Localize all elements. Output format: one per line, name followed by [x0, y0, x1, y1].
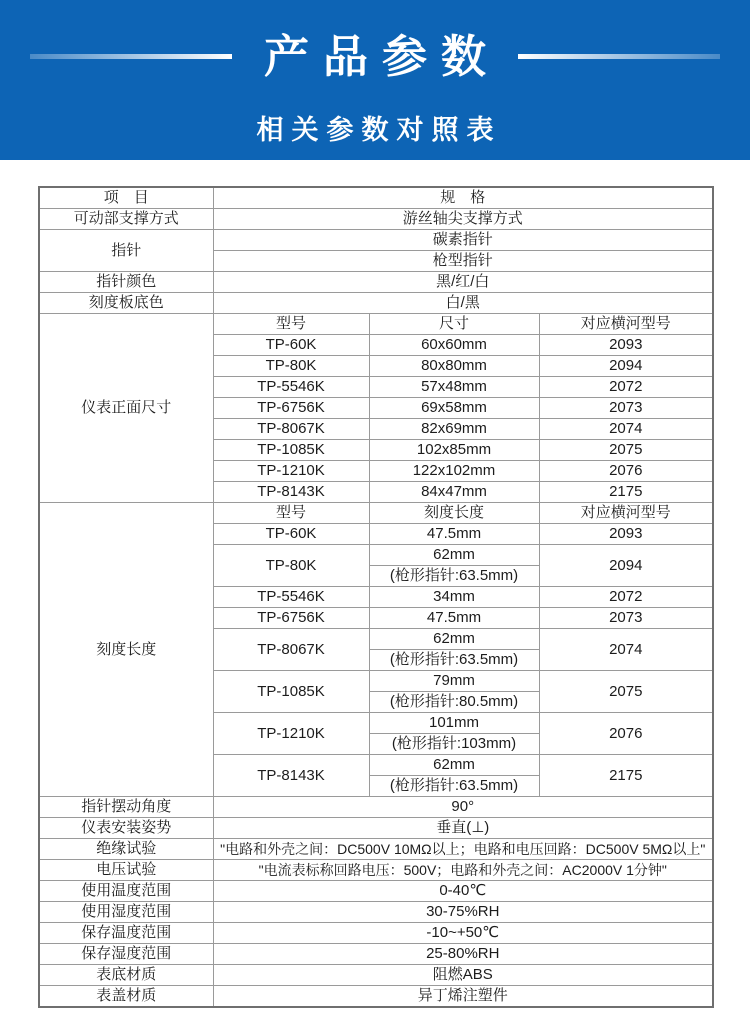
size-cell: 84x47mm	[369, 482, 539, 503]
gun-pointer-length-cell: (枪形指针:63.5mm)	[369, 650, 539, 671]
item-label-cell: 使用温度范围	[39, 881, 213, 902]
column-header-cell: 对应横河型号	[539, 314, 713, 335]
column-header-cell: 对应横河型号	[539, 503, 713, 524]
left-gradient-line	[30, 54, 232, 59]
gun-pointer-length-cell: (枪形指针:103mm)	[369, 734, 539, 755]
size-cell: 82x69mm	[369, 419, 539, 440]
item-label-cell: 刻度长度	[39, 503, 213, 797]
table-row	[39, 314, 713, 335]
yokogawa-cell: 2076	[539, 713, 713, 755]
spec-value-cell: 黑/红/白	[213, 272, 713, 293]
table-row	[39, 839, 713, 860]
item-label-cell: 仪表正面尺寸	[39, 314, 213, 503]
gun-pointer-length-cell: (枪形指针:80.5mm)	[369, 692, 539, 713]
yokogawa-cell: 2075	[539, 440, 713, 461]
yokogawa-cell: 2094	[539, 545, 713, 587]
size-cell: 102x85mm	[369, 440, 539, 461]
length-cell: 101mm	[369, 713, 539, 734]
item-label-cell: 可动部支撑方式	[39, 209, 213, 230]
table-row	[39, 881, 713, 902]
item-label-cell: 表底材质	[39, 965, 213, 986]
spec-value-cell: 游丝轴尖支撑方式	[213, 209, 713, 230]
header-spec-cell: 规 格	[213, 187, 713, 209]
model-cell: TP-5546K	[213, 377, 369, 398]
model-cell: TP-60K	[213, 524, 369, 545]
model-cell: TP-1085K	[213, 440, 369, 461]
item-label-cell: 保存湿度范围	[39, 944, 213, 965]
length-cell: 62mm	[369, 629, 539, 650]
model-cell: TP-60K	[213, 335, 369, 356]
item-label-cell: 电压试验	[39, 860, 213, 881]
spec-value-cell: 垂直(⊥)	[213, 818, 713, 839]
spec-value-cell: 90°	[213, 797, 713, 818]
column-header-cell: 尺寸	[369, 314, 539, 335]
table-row	[39, 818, 713, 839]
item-label-cell: 表盖材质	[39, 986, 213, 1008]
table-row	[39, 503, 713, 524]
size-cell: 80x80mm	[369, 356, 539, 377]
table-row	[39, 230, 713, 251]
yokogawa-cell: 2093	[539, 335, 713, 356]
yokogawa-cell: 2073	[539, 398, 713, 419]
item-label-cell: 指针摆动角度	[39, 797, 213, 818]
spec-value-cell: 30-75%RH	[213, 902, 713, 923]
yokogawa-cell: 2073	[539, 608, 713, 629]
yokogawa-cell: 2175	[539, 482, 713, 503]
yokogawa-cell: 2074	[539, 629, 713, 671]
table-row	[39, 797, 713, 818]
spec-value-cell: 阻燃ABS	[213, 965, 713, 986]
gun-pointer-length-cell: (枪形指针:63.5mm)	[369, 776, 539, 797]
spec-value-cell: 白/黑	[213, 293, 713, 314]
yokogawa-cell: 2094	[539, 356, 713, 377]
yokogawa-cell: 2075	[539, 671, 713, 713]
table-row	[39, 944, 713, 965]
spec-table	[38, 186, 714, 1008]
yokogawa-cell: 2093	[539, 524, 713, 545]
size-cell: 57x48mm	[369, 377, 539, 398]
model-cell: TP-1210K	[213, 713, 369, 755]
right-gradient-line	[518, 54, 720, 59]
banner-title-row	[0, 31, 750, 82]
yokogawa-cell: 2074	[539, 419, 713, 440]
page-title: 产品参数	[263, 31, 500, 82]
model-cell: TP-1210K	[213, 461, 369, 482]
yokogawa-cell: 2076	[539, 461, 713, 482]
model-cell: TP-6756K	[213, 608, 369, 629]
spec-value-cell: 枪型指针	[213, 251, 713, 272]
table-row	[39, 272, 713, 293]
banner	[0, 0, 750, 160]
item-label-cell: 仪表安装姿势	[39, 818, 213, 839]
item-label-cell: 保存温度范围	[39, 923, 213, 944]
model-cell: TP-8143K	[213, 482, 369, 503]
spec-value-cell: -10~+50℃	[213, 923, 713, 944]
model-cell: TP-8143K	[213, 755, 369, 797]
model-cell: TP-8067K	[213, 629, 369, 671]
spec-value-cell: "电路和外壳之间：DC500V 10MΩ以上；电路和电压回路：DC500V 5MΩ以上"	[213, 839, 713, 860]
column-header-cell: 刻度长度	[369, 503, 539, 524]
header-item-cell: 项 目	[39, 187, 213, 209]
item-label-cell: 绝缘试验	[39, 839, 213, 860]
table-row	[39, 209, 713, 230]
size-cell: 60x60mm	[369, 335, 539, 356]
item-label-cell: 指针颜色	[39, 272, 213, 293]
table-row	[39, 965, 713, 986]
length-cell: 34mm	[369, 587, 539, 608]
column-header-cell: 型号	[213, 314, 369, 335]
table-row	[39, 860, 713, 881]
column-header-cell: 型号	[213, 503, 369, 524]
item-label-cell: 指针	[39, 230, 213, 272]
model-cell: TP-80K	[213, 545, 369, 587]
length-cell: 62mm	[369, 755, 539, 776]
model-cell: TP-6756K	[213, 398, 369, 419]
item-label-cell: 刻度板底色	[39, 293, 213, 314]
length-cell: 47.5mm	[369, 608, 539, 629]
spec-value-cell: 异丁烯注塑件	[213, 986, 713, 1008]
table-row	[39, 923, 713, 944]
length-cell: 79mm	[369, 671, 539, 692]
model-cell: TP-80K	[213, 356, 369, 377]
size-cell: 122x102mm	[369, 461, 539, 482]
table-header-row	[39, 187, 713, 209]
page-subtitle: 相关参数对照表	[256, 115, 502, 145]
table-row	[39, 986, 713, 1008]
spec-value-cell: 碳素指针	[213, 230, 713, 251]
model-cell: TP-5546K	[213, 587, 369, 608]
yokogawa-cell: 2175	[539, 755, 713, 797]
model-cell: TP-8067K	[213, 419, 369, 440]
spec-value-cell: 0-40℃	[213, 881, 713, 902]
size-cell: 69x58mm	[369, 398, 539, 419]
spec-value-cell: 25-80%RH	[213, 944, 713, 965]
item-label-cell: 使用湿度范围	[39, 902, 213, 923]
table-row	[39, 293, 713, 314]
length-cell: 62mm	[369, 545, 539, 566]
model-cell: TP-1085K	[213, 671, 369, 713]
gun-pointer-length-cell: (枪形指针:63.5mm)	[369, 566, 539, 587]
yokogawa-cell: 2072	[539, 377, 713, 398]
spec-value-cell: "电流表标称回路电压：500V；电路和外壳之间：AC2000V 1分钟"	[213, 860, 713, 881]
table-row	[39, 902, 713, 923]
length-cell: 47.5mm	[369, 524, 539, 545]
yokogawa-cell: 2072	[539, 587, 713, 608]
